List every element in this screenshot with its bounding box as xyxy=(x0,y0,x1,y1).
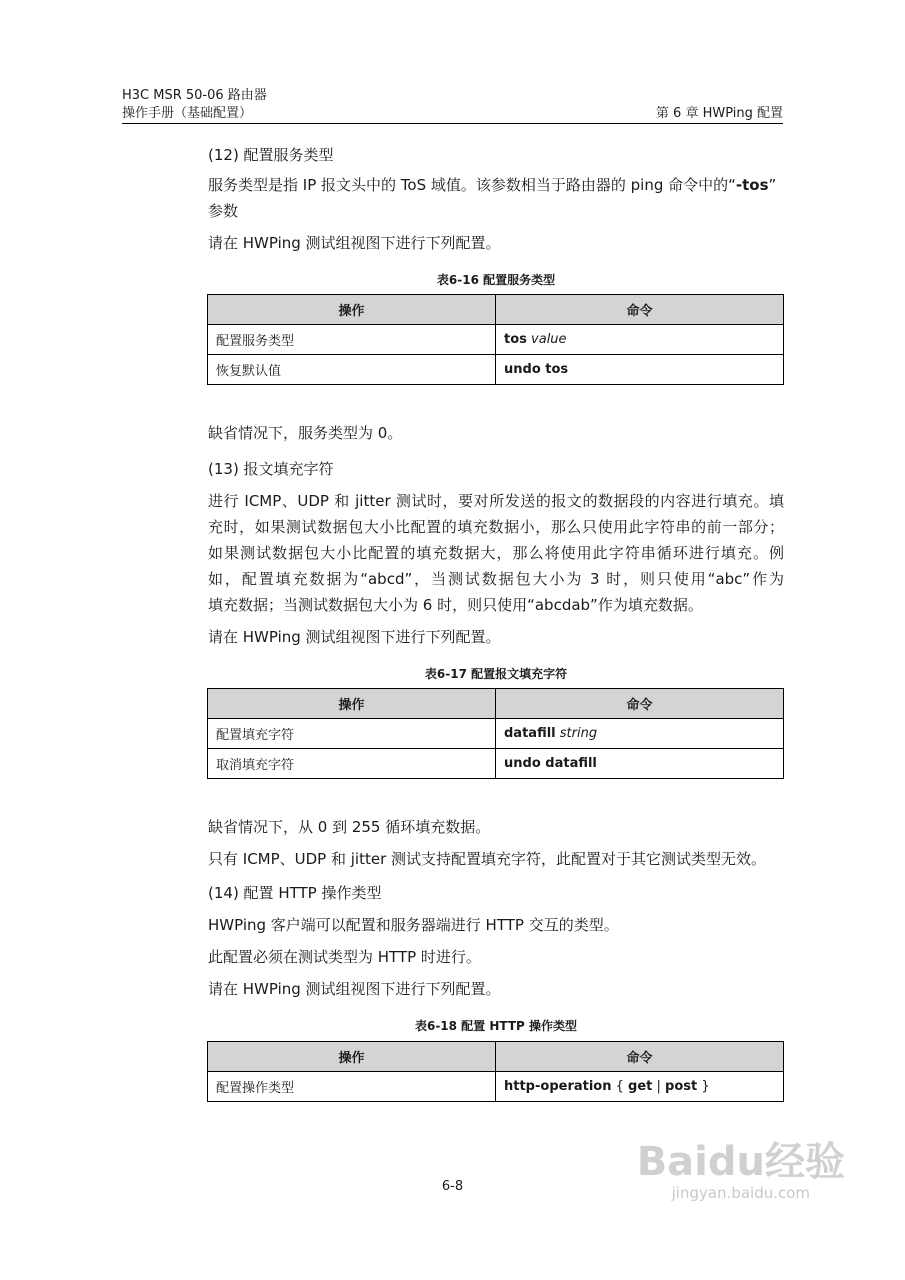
section-14-heading: (14) 配置 HTTP 操作类型 xyxy=(208,884,382,902)
table-6-17 xyxy=(207,688,784,779)
table-row xyxy=(208,1072,784,1102)
page-number: 6-8 xyxy=(441,1179,464,1194)
table-row xyxy=(208,719,784,749)
column-header-command: 命令 xyxy=(496,1042,784,1072)
section-13-body-line1: 进行 ICMP、UDP 和 jitter 测试时，要对所发送的报文的数据段的内容进行填充。填 xyxy=(208,492,784,510)
section-13-support-note: 只有 ICMP、UDP 和 jitter 测试支持配置填充字符，此配置对于其它测试类型无效。 xyxy=(208,850,767,868)
section-13-body-line3: 如果测试数据包大小比配置的填充数据大，那么将使用此字符串循环进行填充。例 xyxy=(208,544,784,562)
table-row xyxy=(208,749,784,779)
section-14-instruction: 请在 HWPing 测试组视图下进行下列配置。 xyxy=(208,980,501,998)
column-header-command: 命令 xyxy=(496,689,784,719)
section-13-body-line4: 如，配置填充数据为“abcd”，当测试数据包大小为 3 时，则只使用“abc”作为 xyxy=(208,570,784,588)
command-cell: undo datafill xyxy=(496,749,784,779)
operation-cell: 配置服务类型 xyxy=(208,325,496,355)
column-header-operation: 操作 xyxy=(208,1042,496,1072)
operation-cell: 配置填充字符 xyxy=(208,719,496,749)
baidu-watermark xyxy=(637,1140,845,1202)
section-14-text1: HWPing 客户端可以配置和服务器端进行 HTTP 交互的类型。 xyxy=(208,916,619,934)
command-cell: http-operation { get | post } xyxy=(496,1072,784,1102)
column-header-operation: 操作 xyxy=(208,689,496,719)
column-header-command: 命令 xyxy=(496,295,784,325)
section-12-text-line1: 服务类型是指 IP 报文头中的 ToS 域值。该参数相当于路由器的 ping 命令中的“-tos” xyxy=(208,176,777,194)
section-13-default-note: 缺省情况下，从 0 到 255 循环填充数据。 xyxy=(208,818,491,836)
operation-cell: 取消填充字符 xyxy=(208,749,496,779)
table-row xyxy=(208,355,784,385)
table-6-18 xyxy=(207,1041,784,1102)
section-14-text2: 此配置必须在测试类型为 HTTP 时进行。 xyxy=(208,948,481,966)
section-12-instruction: 请在 HWPing 测试组视图下进行下列配置。 xyxy=(208,234,501,252)
operation-cell: 恢复默认值 xyxy=(208,355,496,385)
header-chapter: 第 6 章 HWPing 配置 xyxy=(655,106,783,121)
command-cell: undo tos xyxy=(496,355,784,385)
command-cell: tos value xyxy=(496,325,784,355)
header-product: H3C MSR 50-06 路由器 xyxy=(122,88,267,103)
section-13-instruction: 请在 HWPing 测试组视图下进行下列配置。 xyxy=(208,628,501,646)
header-divider xyxy=(122,123,783,124)
watermark-logo: Baidu经验 xyxy=(636,1139,845,1185)
table-header-row xyxy=(208,689,784,719)
table-header-row xyxy=(208,1042,784,1072)
table-6-17-caption: 表6-17 配置报文填充字符 xyxy=(424,667,568,681)
operation-cell: 配置操作类型 xyxy=(208,1072,496,1102)
table-row xyxy=(208,325,784,355)
section-12-text-line2: 参数 xyxy=(208,202,239,220)
section-13-body-line2: 充时，如果测试数据包大小比配置的填充数据小，那么只使用此字符串的前一部分； xyxy=(208,518,784,536)
section-13-body-line5: 填充数据；当测试数据包大小为 6 时，则只使用“abcdab”作为填充数据。 xyxy=(208,596,703,614)
watermark-url: jingyan.baidu.com xyxy=(671,1184,811,1202)
table-6-16 xyxy=(207,294,784,385)
section-13-heading: (13) 报文填充字符 xyxy=(208,460,334,478)
table-6-18-caption: 表6-18 配置 HTTP 操作类型 xyxy=(414,1019,578,1033)
header-manual: 操作手册（基础配置） xyxy=(122,106,253,121)
table-header-row xyxy=(208,295,784,325)
column-header-operation: 操作 xyxy=(208,295,496,325)
command-cell: datafill string xyxy=(496,719,784,749)
table-6-16-caption: 表6-16 配置服务类型 xyxy=(436,273,556,287)
section-12-default-note: 缺省情况下，服务类型为 0。 xyxy=(208,424,403,442)
section-12-heading: (12) 配置服务类型 xyxy=(208,146,334,164)
